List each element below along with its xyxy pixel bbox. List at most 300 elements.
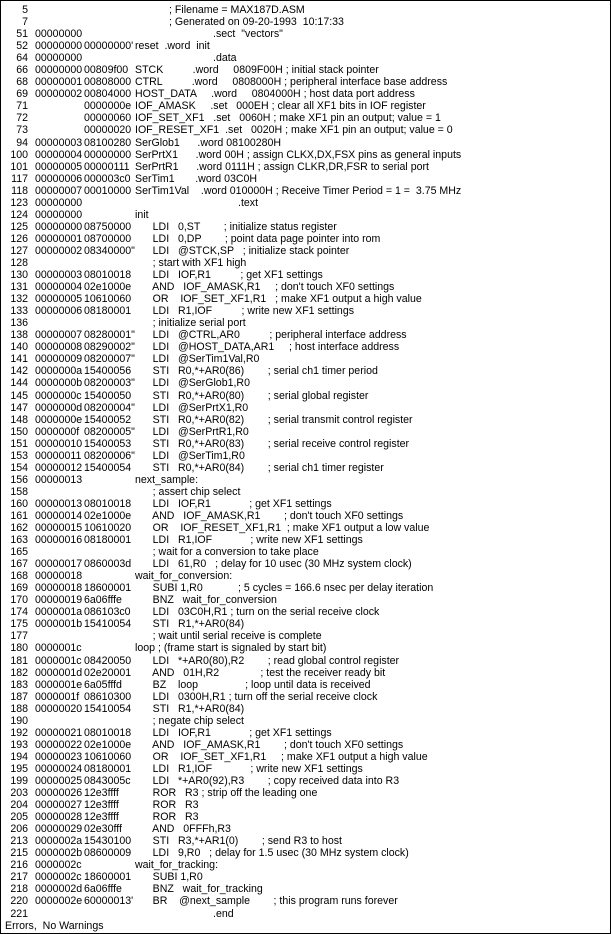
address: 0000002c <box>35 871 82 884</box>
object-code: 08200007" <box>84 353 135 366</box>
line-number: 7 <box>22 16 28 29</box>
line-number: 213 <box>10 835 28 848</box>
line-number: 167 <box>10 558 28 571</box>
listing-line <box>5 630 609 642</box>
object-code: 12e3ffff <box>84 811 119 824</box>
listing-line <box>5 655 609 667</box>
line-number: 182 <box>10 666 28 679</box>
object-code: 00808000 <box>84 76 132 89</box>
line-number: 162 <box>10 522 28 535</box>
line-number: 195 <box>10 762 28 775</box>
listing-line <box>5 642 609 654</box>
line-number: 165 <box>10 546 28 559</box>
address: 00000029 <box>35 823 83 836</box>
address: 0000001f <box>35 690 80 703</box>
listing-line <box>5 88 609 100</box>
source-text: wait_for_conversion: <box>135 570 233 583</box>
source-text: AND 0FFFh,R3 <box>135 823 231 836</box>
listing-line <box>5 414 609 426</box>
object-code: 08010018 <box>84 269 132 282</box>
listing-line <box>5 811 609 823</box>
listing-line <box>5 100 609 112</box>
listing-line <box>5 871 609 883</box>
listing-line <box>5 257 609 269</box>
object-code: 000003c0 <box>84 172 131 185</box>
address: 00000007 <box>35 329 83 342</box>
address: 00000006 <box>35 172 83 185</box>
line-number: 150 <box>10 425 28 438</box>
address: 00000023 <box>35 750 83 763</box>
listing-line <box>5 365 609 377</box>
line-number: 128 <box>10 256 28 269</box>
line-number: 51 <box>16 28 28 41</box>
object-code: 02e1000e <box>84 509 132 522</box>
source-text: LDI @SerTim1Val,R0 <box>135 353 260 366</box>
address: 0000000f <box>35 425 80 438</box>
line-number: 133 <box>10 305 28 318</box>
object-code: 00000020 <box>84 124 132 137</box>
object-code: 00000000' <box>84 40 134 53</box>
listing-line <box>5 883 609 895</box>
object-code: 08610300 <box>84 690 132 703</box>
object-code: 08180001 <box>84 534 132 547</box>
address: 0000002e <box>35 895 83 908</box>
object-code: 6a06fffe <box>84 883 122 896</box>
address: 0000001c <box>35 654 82 667</box>
object-code: 15410054 <box>84 702 132 715</box>
address: 00000024 <box>35 762 83 775</box>
listing-line <box>5 161 609 173</box>
line-number: 203 <box>10 787 28 800</box>
source-text: reset .word init <box>135 40 210 53</box>
listing-line <box>5 679 609 691</box>
address: 00000004 <box>35 281 83 294</box>
source-text: LDI IOF,R1 ; get XF1 settings <box>135 269 323 282</box>
listing-line <box>5 353 609 365</box>
object-code: 08200005" <box>84 425 135 438</box>
line-number: 188 <box>10 702 28 715</box>
address: 00000005 <box>35 293 83 306</box>
source-text: ; start with XF1 high <box>135 256 247 269</box>
address: 00000006 <box>35 305 83 318</box>
source-text: OR IOF_SET_XF1,R1 ; make XF1 output a high value <box>135 750 428 763</box>
line-number: 136 <box>10 317 28 330</box>
line-number: 123 <box>10 196 28 209</box>
address: 00000013 <box>35 497 83 510</box>
assembly-listing <box>5 4 609 932</box>
line-number: 187 <box>10 690 28 703</box>
line-number: 183 <box>10 678 28 691</box>
object-code: 02e1000e <box>84 281 132 294</box>
line-number: 221 <box>10 907 28 920</box>
object-code: 15400053 <box>84 437 132 450</box>
source-text: ; Generated on 09-20-1993 10:17:33 <box>169 16 344 29</box>
listing-line <box>5 691 609 703</box>
line-number: 52 <box>16 40 28 53</box>
line-number: 72 <box>16 112 28 125</box>
object-code: 08200006" <box>84 449 135 462</box>
object-code: 15410054 <box>84 618 132 631</box>
line-number: 142 <box>10 365 28 378</box>
object-code: 0843005c <box>84 775 131 787</box>
address: 00000000 <box>35 220 83 233</box>
address: 00000007 <box>35 184 83 197</box>
source-text: .sect "vectors" <box>213 28 283 41</box>
listing-line <box>5 52 609 64</box>
source-text: ROR R3 ; strip off the leading one <box>135 787 318 800</box>
listing-line <box>5 895 609 907</box>
listing-line <box>5 76 609 88</box>
line-number: 156 <box>10 473 28 486</box>
address: 0000002d <box>35 883 83 896</box>
source-text: SerPrtX1 .word 00H ; assign CLKX,DX,FSX pins as general inputs <box>135 148 462 161</box>
source-text: .data <box>213 52 237 65</box>
line-number: 174 <box>10 606 28 619</box>
line-number: 66 <box>16 64 28 77</box>
source-text: ; initialize serial port <box>135 317 246 330</box>
source-text: STI R0,*+AR0(82) ; serial transmit control register <box>135 413 413 426</box>
line-number: 138 <box>10 329 28 342</box>
listing-line <box>5 570 609 582</box>
source-text: LDI @SerPrtX1,R0 <box>135 401 249 414</box>
line-number: 194 <box>10 750 28 763</box>
line-number: 117 <box>11 172 28 185</box>
source-text: LDI @CTRL,AR0 ; peripheral interface address <box>135 329 407 342</box>
source-text: OR IOF_SET_XF1,R1 ; make XF1 output a high value <box>135 293 422 306</box>
address: 0000002b <box>35 847 83 860</box>
listing-line <box>5 402 609 414</box>
listing-line <box>5 474 609 486</box>
line-number: 127 <box>10 244 28 257</box>
object-code: 18600001 <box>84 582 132 595</box>
line-number: 205 <box>10 811 28 824</box>
source-text: LDI 9,R0 ; delay for 1.5 usec (30 MHz system clock) <box>135 847 409 860</box>
address: 00000000 <box>35 208 83 221</box>
address: 0000002a <box>35 835 83 848</box>
listing-line <box>5 245 609 257</box>
listing-line <box>5 149 609 161</box>
object-code: 12e3ffff <box>84 787 119 800</box>
address: 0000001a <box>35 606 83 619</box>
object-code: 00809f00 <box>84 64 129 77</box>
line-number: 118 <box>11 184 28 197</box>
source-text: LDI @STCK,SP ; initialize stack pointer <box>135 244 350 257</box>
address: 00000022 <box>35 738 83 751</box>
source-text: init <box>135 208 149 221</box>
object-code: 08600009 <box>84 847 132 860</box>
object-code: 0860003d <box>84 558 132 571</box>
address: 00000000 <box>35 40 83 53</box>
source-text: AND IOF_AMASK,R1 ; don't touch XF0 settings <box>135 281 395 294</box>
object-code: 08280001" <box>84 329 135 342</box>
listing-line <box>5 582 609 594</box>
address: 00000025 <box>35 775 83 787</box>
object-code: 08200004" <box>84 401 135 414</box>
source-text: loop ; (frame start is signaled by start bit) <box>135 642 327 655</box>
address: 00000000 <box>35 196 83 209</box>
source-text: SerTim1 .word 03C0H <box>135 172 258 185</box>
line-number: 177 <box>10 630 28 643</box>
object-code: 00804000 <box>84 88 132 101</box>
object-code: 10610020 <box>84 522 132 535</box>
address: 00000001 <box>35 232 83 245</box>
address: 00000017 <box>35 558 83 571</box>
source-text: STI R3,*+AR1(0) ; send R3 to host <box>135 835 342 848</box>
source-text: LDI 0,ST ; initialize status register <box>135 220 337 233</box>
line-number: 145 <box>10 389 28 402</box>
listing-line <box>5 305 609 317</box>
source-text: ; negate chip select <box>135 714 244 727</box>
line-number: 206 <box>10 823 28 836</box>
line-number: 153 <box>10 449 28 462</box>
source-text: AND IOF_AMASK,R1 ; don't touch XF0 settings <box>135 738 404 751</box>
address: 00000000 <box>35 64 83 77</box>
source-text: LDI 61,R0 ; delay for 10 usec (30 MHz system clock) <box>135 558 412 571</box>
source-text: LDI *+AR0(92),R3 ; copy received data into R3 <box>135 775 400 787</box>
source-text: AND IOF_AMASK,R1 ; don't touch XF0 settings <box>135 509 404 522</box>
object-code: 00000000 <box>84 148 132 161</box>
object-code: 12e3ffff <box>84 799 119 812</box>
listing-line <box>5 775 609 787</box>
line-number: 124 <box>10 208 28 221</box>
listing-line <box>5 618 609 630</box>
listing-line <box>5 40 609 52</box>
line-number: 204 <box>10 799 28 812</box>
line-number: 147 <box>10 401 28 414</box>
address: 00000008 <box>35 341 83 354</box>
listing-line <box>5 546 609 558</box>
object-code: 00000060 <box>84 112 132 125</box>
address: 00000002 <box>35 244 83 257</box>
source-text: LDI R1,IOF ; write new XF1 settings <box>135 534 363 547</box>
line-number: 140 <box>10 341 28 354</box>
address: 00000004 <box>35 148 83 161</box>
source-text: STI R1,*+AR0(84) <box>135 618 245 631</box>
listing-line <box>5 823 609 835</box>
source-text: ; Filename = MAX187D.ASM <box>169 4 305 16</box>
address: 00000001 <box>35 76 83 89</box>
object-code: 08010018 <box>84 497 132 510</box>
listing-line <box>5 281 609 293</box>
source-text: ROR R3 <box>135 799 199 812</box>
listing-line <box>5 426 609 438</box>
address: 00000010 <box>35 437 83 450</box>
object-code: 15400052 <box>84 413 132 426</box>
address: 00000011 <box>35 449 82 462</box>
listing-line <box>5 522 609 534</box>
source-text: SUBI 1,R0 <box>135 871 203 884</box>
listing-line <box>5 185 609 197</box>
object-code: 08200003" <box>84 377 135 390</box>
listing-line <box>5 835 609 847</box>
source-text: BNZ wait_for_conversion <box>135 594 277 607</box>
source-text: LDI 0,DP ; point data page pointer into rom <box>135 232 381 245</box>
listing-line <box>5 329 609 341</box>
object-code: 15400056 <box>84 365 132 378</box>
object-code: 15430100 <box>84 835 132 848</box>
address: 00000020 <box>35 702 83 715</box>
object-code: 6a05fffd <box>84 678 122 691</box>
line-number: 64 <box>16 52 28 65</box>
listing-line <box>5 137 609 149</box>
object-code: 00000111 <box>84 160 130 173</box>
source-text: next_sample: <box>135 473 199 486</box>
object-code: 08010018 <box>84 726 132 739</box>
address: 00000015 <box>35 522 83 535</box>
object-code: 08700000 <box>84 232 132 245</box>
line-number: 190 <box>10 714 28 727</box>
source-text: LDI @SerTim1,R0 <box>135 449 245 462</box>
source-text: ; assert chip select <box>135 485 241 498</box>
line-number: 218 <box>10 883 28 896</box>
object-code: 0000000e <box>84 100 132 113</box>
source-text: SerGlob1 .word 08100280H <box>135 136 282 149</box>
listing-line <box>5 377 609 389</box>
listing-line <box>5 233 609 245</box>
address: 00000005 <box>35 160 83 173</box>
line-number: 141 <box>10 353 28 366</box>
listing-line <box>5 908 609 920</box>
line-number: 100 <box>10 148 28 161</box>
listing-line <box>5 124 609 136</box>
listing-line <box>5 209 609 221</box>
object-code: 02e1000e <box>84 738 132 751</box>
object-code: 08180001 <box>84 762 132 775</box>
object-code: 10610060 <box>84 293 132 306</box>
source-text: IOF_SET_XF1 .set 0060H ; make XF1 pin an output; value = 1 <box>135 112 441 125</box>
source-text: AND 01H,R2 ; test the receiver ready bit <box>135 666 386 679</box>
source-text: BR @next_sample ; this program runs forever <box>135 895 398 908</box>
listing-line <box>5 715 609 727</box>
object-code: 08340000" <box>84 244 135 257</box>
line-number: 101 <box>10 160 28 173</box>
line-number: 68 <box>16 76 28 89</box>
address: 00000002 <box>35 88 83 101</box>
source-text: LDI R1,IOF ; write new XF1 settings <box>135 305 355 318</box>
source-text: ; wait for a conversion to take place <box>135 546 319 559</box>
listing-line <box>5 787 609 799</box>
listing-line <box>5 739 609 751</box>
address: 00000003 <box>35 269 83 282</box>
source-text: SUBI 1,R0 ; 5 cycles = 166.6 nsec per delay iteration <box>135 582 434 595</box>
listing-line <box>5 594 609 606</box>
source-text: LDI 0300H,R1 ; turn off the serial receive clock <box>135 690 378 703</box>
object-code: 08750000 <box>84 220 132 233</box>
listing-line <box>5 847 609 859</box>
listing-line <box>5 438 609 450</box>
line-number: 161 <box>10 509 28 522</box>
source-text: ROR R3 <box>135 811 199 824</box>
address: 00000003 <box>35 136 83 149</box>
source-text: LDI R1,IOF ; write new XF1 settings <box>135 762 363 775</box>
listing-line <box>5 341 609 353</box>
address: 00000012 <box>35 461 83 474</box>
line-number: 192 <box>10 726 28 739</box>
address: 0000001d <box>35 666 83 679</box>
address: 00000018 <box>35 582 83 595</box>
source-text: LDI @SerGlob1,R0 <box>135 377 250 390</box>
line-number: 125 <box>10 220 28 233</box>
line-number: 5 <box>22 4 28 16</box>
address: 00000018 <box>35 570 83 583</box>
line-number: 181 <box>10 654 28 667</box>
line-number: 216 <box>10 859 28 872</box>
object-code: 08420050 <box>84 654 132 667</box>
line-number: 163 <box>10 534 28 547</box>
object-code: 02e20001 <box>84 666 132 679</box>
listing-line <box>5 269 609 281</box>
source-text: HOST_DATA .word 0804000H ; host data port address <box>135 88 415 101</box>
object-code: 6a06fffe <box>84 594 122 607</box>
source-text: LDI 03C0H,R1 ; turn on the serial receive clock <box>135 606 380 619</box>
listing-line <box>5 221 609 233</box>
line-number: 217 <box>10 871 28 884</box>
line-number: 180 <box>10 642 28 655</box>
listing-line <box>5 510 609 522</box>
object-code: 10610060 <box>84 750 132 763</box>
line-number: 199 <box>10 775 28 787</box>
source-text: BNZ wait_for_tracking <box>135 883 263 896</box>
source-text: LDI IOF,R1 ; get XF1 settings <box>135 497 332 510</box>
listing-line <box>5 606 609 618</box>
object-code: 00010000 <box>84 184 132 197</box>
address: 0000001c <box>35 642 82 655</box>
listing-line <box>5 16 609 28</box>
listing-line <box>5 751 609 763</box>
object-code: 08290002" <box>84 341 135 354</box>
object-code: 60000013' <box>84 895 134 908</box>
source-text: STCK .word 0809F00H ; initial stack pointer <box>135 64 379 77</box>
address: 00000009 <box>35 353 83 366</box>
source-text: SerPrtR1 .word 0111H ; assign CLKR,DR,FSR to serial port <box>135 160 429 173</box>
source-text: STI R0,*+AR0(84) ; serial ch1 timer register <box>135 461 384 474</box>
listing-line <box>5 173 609 185</box>
listing-line <box>5 28 609 40</box>
source-text: LDI IOF,R1 ; get XF1 settings <box>135 726 332 739</box>
address: 00000028 <box>35 811 83 824</box>
line-number: 151 <box>10 437 28 450</box>
address: 0000000a <box>35 365 83 378</box>
line-number: 130 <box>10 269 28 282</box>
line-number: 175 <box>10 618 28 631</box>
address: 00000019 <box>35 594 83 607</box>
listing-line <box>5 293 609 305</box>
listing-line <box>5 703 609 715</box>
address: 0000000e <box>35 413 83 426</box>
line-number: 158 <box>10 485 28 498</box>
object-code: 15400054 <box>84 461 132 474</box>
object-code: 08180001 <box>84 305 132 318</box>
line-number: 148 <box>10 413 28 426</box>
source-text: IOF_RESET_XF1 .set 0020H ; make XF1 pin an output; value = 0 <box>135 124 453 137</box>
address: 0000001b <box>35 618 83 631</box>
line-number: 94 <box>16 136 28 149</box>
error-summary: Errors, No Warnings <box>5 919 104 932</box>
line-number: 193 <box>10 738 28 751</box>
listing-line <box>5 667 609 679</box>
address: 00000027 <box>35 799 83 812</box>
listing-line <box>5 197 609 209</box>
listing-line <box>5 727 609 739</box>
address: 00000014 <box>35 509 83 522</box>
address: 0000000d <box>35 401 83 414</box>
source-text: CTRL .word 0808000H ; peripheral interface base address <box>135 76 448 89</box>
line-number: 160 <box>10 497 28 510</box>
source-text: LDI *+AR0(80),R2 ; read global control register <box>135 654 400 667</box>
object-code: 02e30fff <box>84 823 122 836</box>
source-text: STI R1,*+AR0(84) <box>135 702 245 715</box>
source-text: .text <box>238 196 259 209</box>
